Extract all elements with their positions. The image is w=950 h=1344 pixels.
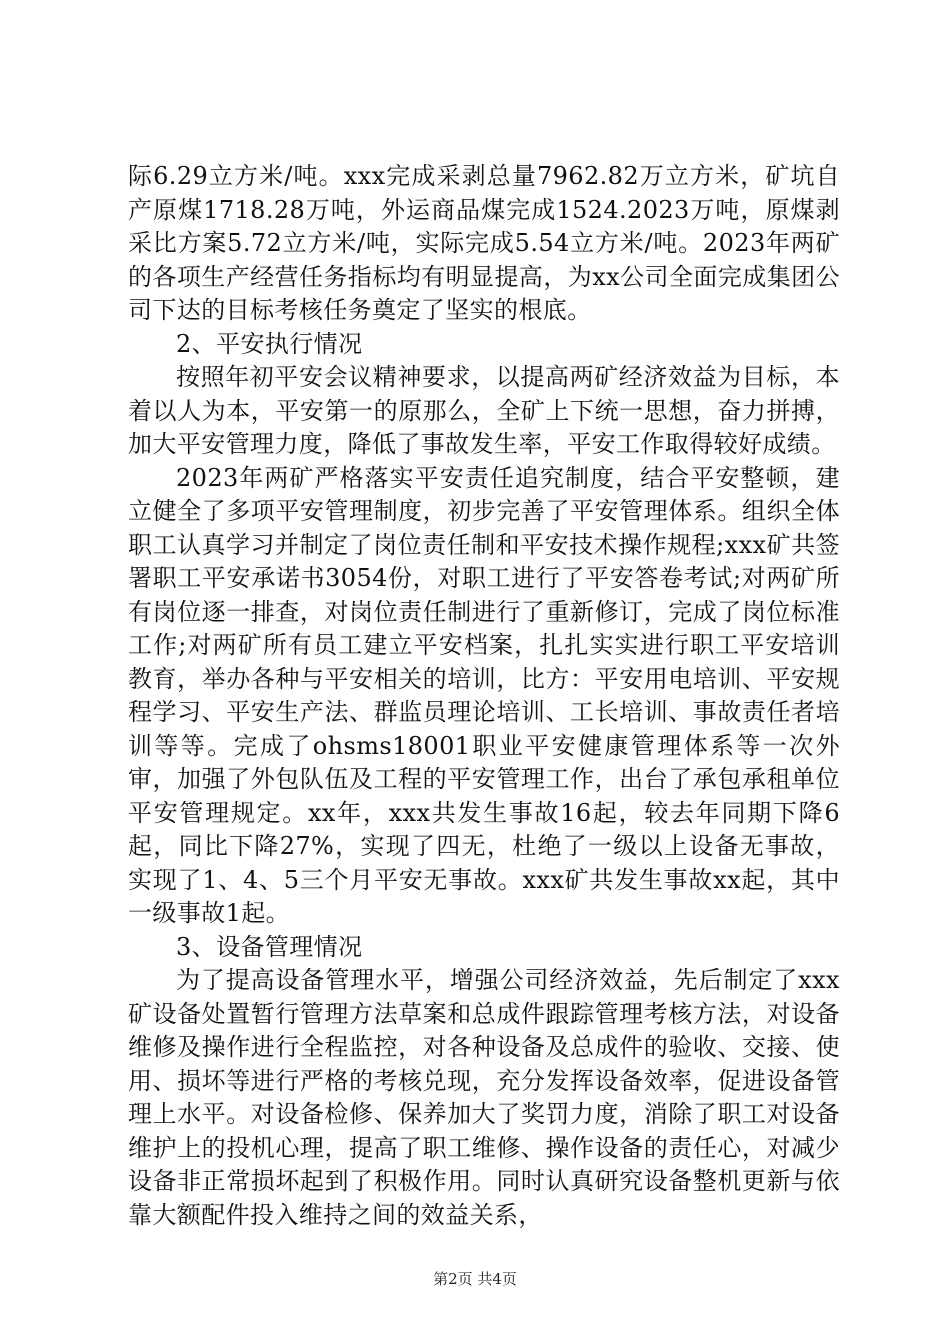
paragraph-production-summary: 际6.29立方米/吨。xxx完成采剥总量7962.82万立方米，矿坑自产原煤1718.28万吨，外运商品煤完成1524.2023万吨，原煤剥采比方案5.72立方米/吨，实际完成5.54立方米/吨。2023年两矿的各项生产经营任务指标均有明显提高，为xx公司全面完成集团公司下达的目标考核任务奠定了坚实的根底。 xyxy=(128,162,840,324)
section-heading-safety: 2、平安执行情况 xyxy=(176,329,363,358)
paragraph-equipment-management: 为了提高设备管理水平，增强公司经济效益，先后制定了xxx矿设备处置暂行管理方法草案和总成件跟踪管理考核方法，对设备维修及操作进行全程监控，对各种设备及总成件的验收、交接、使用、损坏等进行严格的考核兑现，充分发挥设备效率，促进设备管理上水平。对设备检修、保养加大了奖罚力度，消除了职工对设备维护上的投机心理，提高了职工维修、操作设备的责任心，对减少设备非正常损坏起到了积极作用。同时认真研究设备整机更新与依靠大额配件投入维持之间的效益关系， xyxy=(128,966,840,1229)
page-footer: 第2页 共4页 xyxy=(433,1270,517,1288)
section-heading-equipment: 3、设备管理情况 xyxy=(176,932,363,961)
paragraph-safety-details: 2023年两矿严格落实平安责任追究制度，结合平安整顿，建立健全了多项平安管理制度，初步完善了平安管理体系。组织全体职工认真学习并制定了岗位责任制和平安技术操作规程;xxx矿共签署职工平安承诺书3054份，对职工进行了平安答卷考试;对两矿所有岗位逐一排查，对岗位责任制进行了重新修订，完成了岗位标准工作;对两矿所有员工建立平安档案，扎扎实实进行职工平安培训教育，举办各种与平安相关的培训，比方：平安用电培训、平安规程学习、平安生产法、群监员理论培训、工长培训、事故责任者培训等等。完成了ohsms18001职业平安健康管理体系等一次外审，加强了外包队伍及工程的平安管理工作，出台了承包承租单位平安管理规定。xx年，xxx共发生事故16起，较去年同期下降6起，同比下降27%，实现了四无，杜绝了一级以上设备无事故，实现了1、4、5三个月平安无事故。xxx矿共发生事故xx起，其中一级事故1起。 xyxy=(128,463,840,927)
document-body xyxy=(128,160,840,1232)
paragraph-safety-overview: 按照年初平安会议精神要求，以提高两矿经济效益为目标，本着以人为本，平安第一的原那么，全矿上下统一思想，奋力拼搏，加大平安管理力度，降低了事故发生率，平安工作取得较好成绩。 xyxy=(128,363,840,458)
